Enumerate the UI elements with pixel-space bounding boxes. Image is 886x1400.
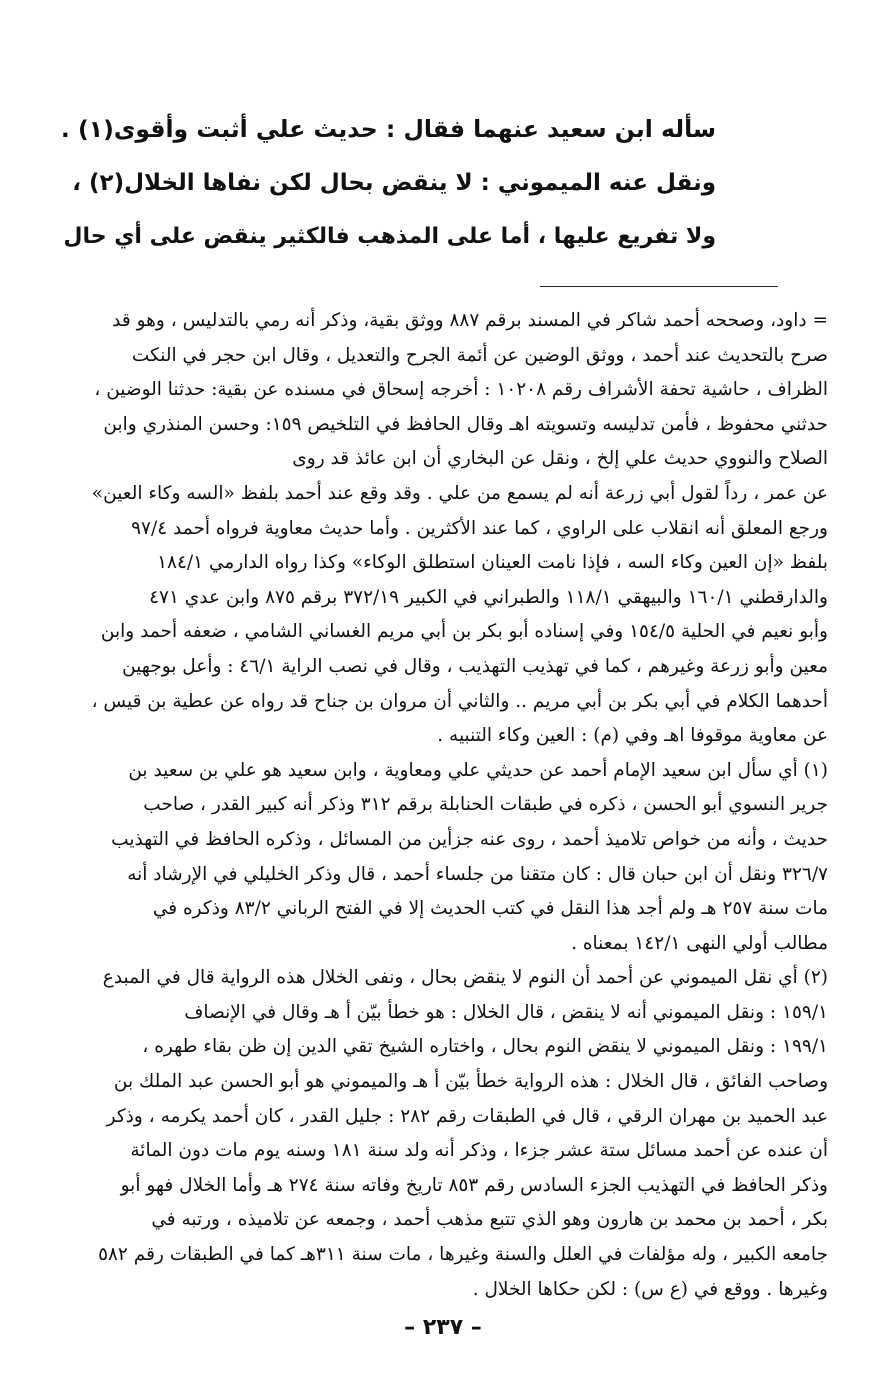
footnote-line: ١٥٩/١ : ونقل الميموني أنه لا ينقض ، قال الخلال : هو خطأ بيّن أ هـ وقال في الإنصاف xyxy=(184,1001,828,1023)
footnote-line: حديث ، وأنه من خواص تلاميذ أحمد ، روى عنه جزأين من المسائل ، وذكره الحافظ في التهذيب xyxy=(111,828,828,850)
footnote-line: (٢) أي نقل الميموني عن أحمد أن النوم لا ينقض بحال ، ونفى الخلال هذه الرواية قال في المبدع xyxy=(102,967,828,989)
page-number: – ٢٣٧ – xyxy=(404,1315,482,1340)
footnote-line: عن معاوية موقوفا اهـ وفي (م) : العين وكاء التنبيه . xyxy=(437,725,828,747)
footnote-line: عبد الحميد بن مهران الرقي ، قال في الطبقات رقم ٢٨٢ : جليل القدر ، كان أحمد يكرمه ، وذكر xyxy=(106,1105,828,1127)
footnote-line: ٣٢٦/٧ ونقل أن ابن حبان قال : كان متقنا من جلساء أحمد ، قال وذكر الخليلي في الإرشاد أنه xyxy=(127,863,828,885)
footnote-line: أن عنده عن أحمد مسائل ستة عشر جزءا ، وذكر أنه ولد سنة ١٨١ وسنه يوم مات دون المائة xyxy=(130,1140,828,1162)
footnote-line: معين وأبو زرعة وغيرهم ، كما في تهذيب التهذيب ، وقال في نصب الراية ٤٦/١ : وأعل بوجهين xyxy=(122,655,828,677)
footnote-line: أحدهما الكلام في أبي بكر بن أبي مريم .. والثاني أن مروان بن جناح قد رواه عن عطية بن قيس ، xyxy=(91,690,828,712)
footnote-line: الظراف ، حاشية تحفة الأشراف رقم ١٠٢٠٨ : أخرجه إسحاق في مسنده عن بقية: حدثنا الوضين ، xyxy=(94,379,828,401)
footnote-line: جامعه الكبير ، وله مؤلفات في العلل والسنة وغيرها ، مات سنة ٣١١هـ كما في الطبقات رقم ٥٨٢ xyxy=(98,1244,828,1266)
main-text-line: ولا تفريع عليها ، أما على المذهب فالكثير ينقض على أي حال xyxy=(63,224,716,249)
main-text xyxy=(60,102,716,264)
footnote-line: جرير النسوي أبو الحسن ، ذكره في طبقات الحنابلة برقم ٣١٢ وذكر أنه كبير القدر ، صاحب xyxy=(143,794,828,816)
footnote-1 xyxy=(34,754,828,962)
main-text-line: سأله ابن سعيد عنهما فقال : حديث علي أثبت وأقوى(١) . xyxy=(60,115,716,143)
footnote-continuation xyxy=(34,304,828,754)
footnote-line: وذكر الحافظ في التهذيب الجزء السادس رقم ٨٥٣ تاريخ وفاته سنة ٢٧٤ هـ وأما الخلال فهو أبو xyxy=(120,1174,828,1196)
footnote-line: ١٩٩/١ : ونقل الميموني لا ينقض النوم بحال ، واختاره الشيخ تقي الدين إن ظن بقاء طهره ، xyxy=(142,1036,828,1058)
footnote-line: مطالب أولي النهى ١٤٢/١ بمعناه . xyxy=(571,932,828,954)
footnote-line: بلفظ «إن العين وكاء السه ، فإذا نامت العينان استطلق الوكاء» وكذا رواه الدارمي ١٨٤/١ xyxy=(157,552,828,574)
main-text-line: ونقل عنه الميموني : لا ينقض بحال لكن نفاها الخلال(٢) ، xyxy=(72,170,716,196)
footnotes xyxy=(34,304,828,1307)
footnote-2 xyxy=(34,961,828,1307)
footnote-line: وغيرها . ووقع في (ع س) : لكن حكاها الخلال . xyxy=(472,1278,828,1300)
footnote-separator xyxy=(540,286,778,287)
footnote-line: ورجع المعلق أنه انقلاب على الراوي ، كما عند الأكثرين . وأما حديث معاوية فرواه أحمد ٩٧/٤ xyxy=(131,517,828,539)
footnote-line: عن عمر ، رداً لقول أبي زرعة أنه لم يسمع من علي . وقد وقع عند أحمد بلفظ «السه وكاء العين» xyxy=(91,482,828,504)
footnote-line: بكر ، أحمد بن محمد بن هارون وهو الذي تتبع مذهب أحمد ، وجمعه عن تلاميذه ، ورتبه في xyxy=(151,1209,828,1231)
footnote-line: مات سنة ٢٥٧ هـ ولم أجد هذا النقل في كتب الحديث إلا في الفتح الرباني ٨٣/٢ وذكره في xyxy=(152,898,828,920)
footnote-line: وصاحب الفائق ، قال الخلال : هذه الرواية خطأ بيّن أ هـ والميموني هو أبو الحسن عبد الملك بن xyxy=(113,1071,828,1093)
footnote-line: حدثني محفوظ ، فأمن تدليسه وتسويته اهـ وقال الحافظ في التلخيص ١٥٩: وحسن المنذري وابن xyxy=(103,413,828,435)
footnote-line: وأبو نعيم في الحلية ١٥٤/٥ وفي إسناده أبو بكر بن أبي مريم الغساني الشامي ، ضعفه أحمد وابن xyxy=(100,621,828,643)
footnote-line: صرح بالتحديث عند أحمد ، ووثق الوضين عن أئمة الجرح والتعديل ، وقال ابن حجر في النكت xyxy=(131,344,828,366)
footnote-line: والدارقطني ١٦٠/١ والبيهقي ١١٨/١ والطبراني في الكبير ٣٧٢/١٩ برقم ٨٧٥ وابن عدي ٤٧١ xyxy=(149,586,828,608)
footnote-line: (١) أي سأل ابن سعيد الإمام أحمد عن حديثي علي ومعاوية ، وابن سعيد هو علي بن سعيد بن xyxy=(128,759,828,781)
footnote-line: الصلاح والنووي حديث علي إلخ ، ونقل عن البخاري أن ابن عائذ قد روى xyxy=(292,448,828,470)
footnote-line: = داود، وصححه أحمد شاكر في المسند برقم ٨٨٧ ووثق بقية، وذكر أنه رمي بالتدليس ، وهو قد xyxy=(112,310,828,331)
